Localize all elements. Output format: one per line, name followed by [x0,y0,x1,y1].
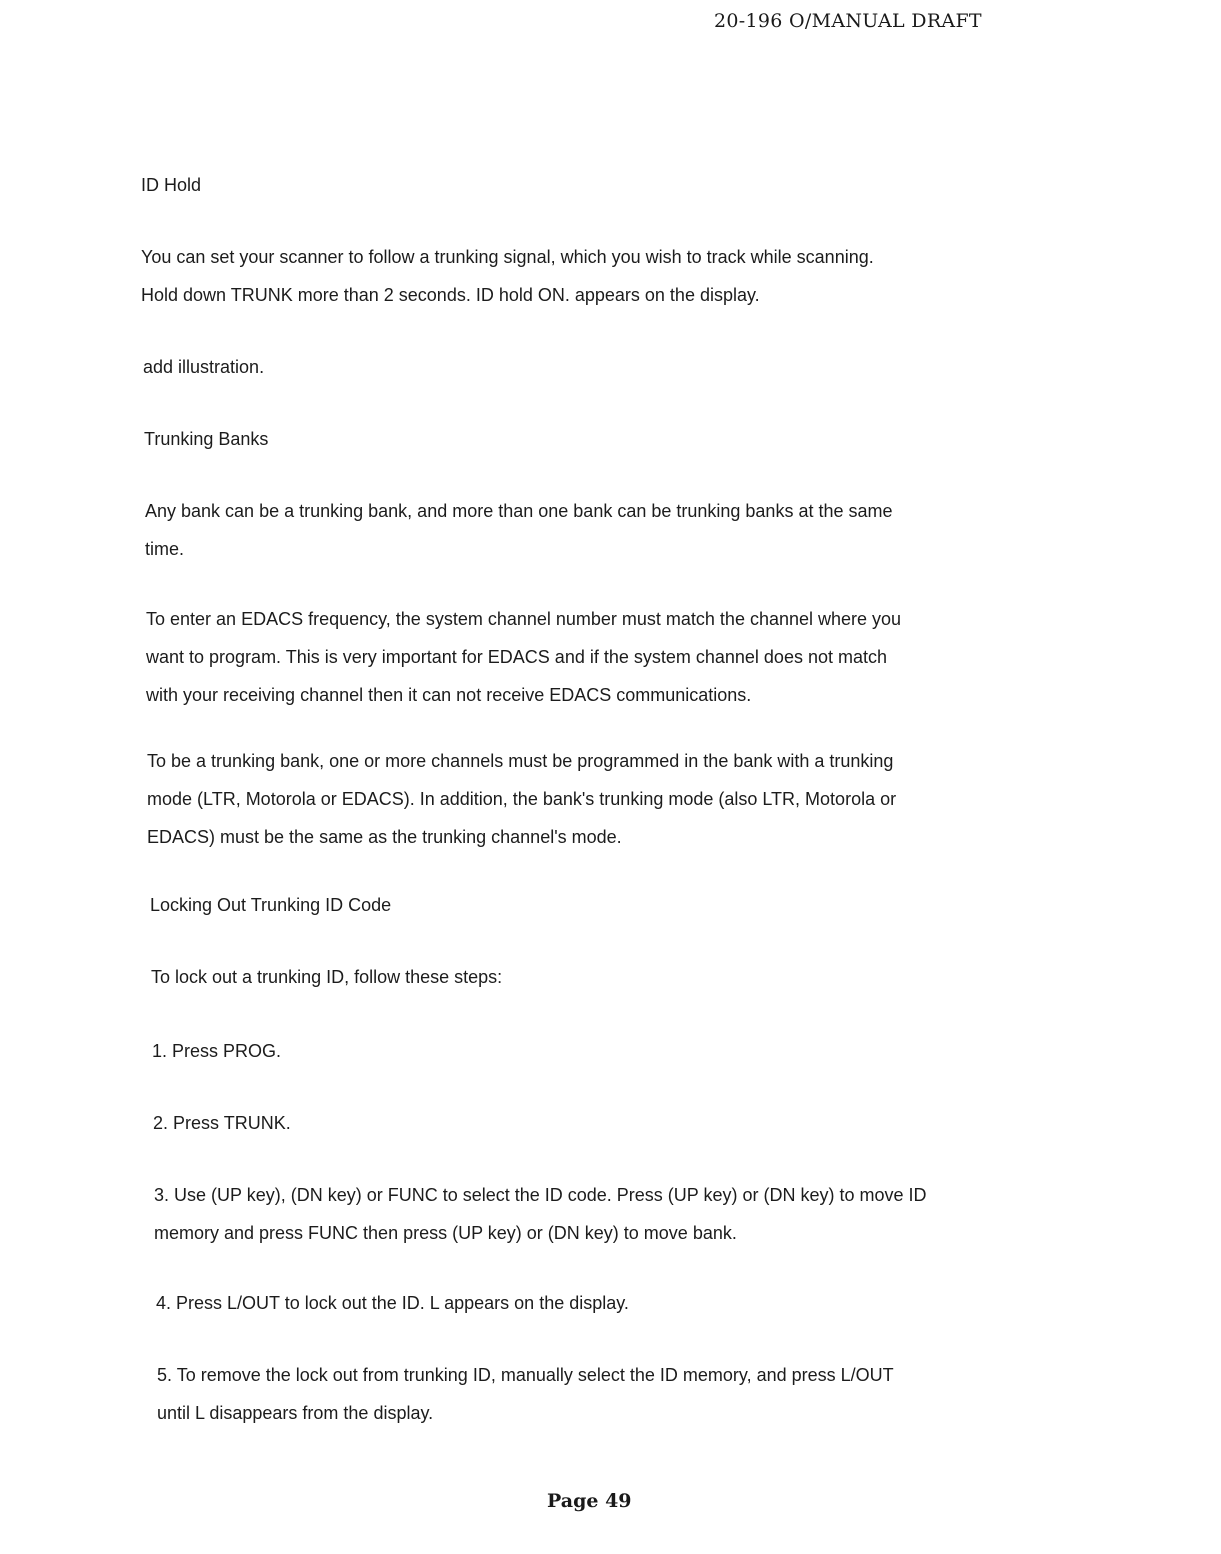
text-line: mode (LTR, Motorola or EDACS). In addition, the bank's trunking mode (also LTR, Motorola or [147,789,897,809]
text-line: To be a trunking bank, one or more channels must be programmed in the bank with a trunking [147,751,894,771]
trunking-banks-paragraph-3 [147,742,896,856]
text-line: 5. To remove the lock out from trunking ID, manually select the ID memory, and press L/OUT [157,1365,894,1385]
text-line: EDACS) must be the same as the trunking channel's mode. [147,827,622,847]
text-line: Any bank can be a trunking bank, and more than one bank can be trunking banks at the same [145,501,893,521]
manual-draft-header: 20-196 O/MANUAL DRAFT [714,10,982,32]
text-line: time. [145,539,185,559]
trunking-banks-paragraph-1 [145,492,893,568]
locking-out-intro: To lock out a trunking ID, follow these steps: [151,967,503,987]
text-line: Hold down TRUNK more than 2 seconds. ID hold ON. appears on the display. [141,285,760,305]
locking-out-heading: Locking Out Trunking ID Code [150,895,392,915]
text-line: want to program. This is very important for EDACS and if the system channel does not match [146,647,887,667]
id-hold-heading: ID Hold [141,175,202,195]
step-3 [154,1176,927,1252]
page-number: Page 49 [547,1490,632,1512]
id-hold-paragraph [141,238,874,314]
trunking-banks-heading: Trunking Banks [144,429,269,449]
step-5 [157,1356,894,1432]
text-line: memory and press FUNC then press (UP key) or (DN key) to move bank. [154,1223,737,1243]
trunking-banks-paragraph-2 [146,600,901,714]
text-line: You can set your scanner to follow a trunking signal, which you wish to track while scanning. [141,247,874,267]
text-line: until L disappears from the display. [157,1403,434,1423]
step-1: 1. Press PROG. [152,1041,282,1061]
step-4: 4. Press L/OUT to lock out the ID. L appears on the display. [156,1293,629,1313]
step-2: 2. Press TRUNK. [153,1113,291,1133]
text-line: 3. Use (UP key), (DN key) or FUNC to select the ID code. Press (UP key) or (DN key) to move ID [154,1185,927,1205]
illustration-note: add illustration. [143,357,265,377]
text-line: To enter an EDACS frequency, the system channel number must match the channel where you [146,609,902,629]
text-line: with your receiving channel then it can not receive EDACS communications. [146,685,752,705]
